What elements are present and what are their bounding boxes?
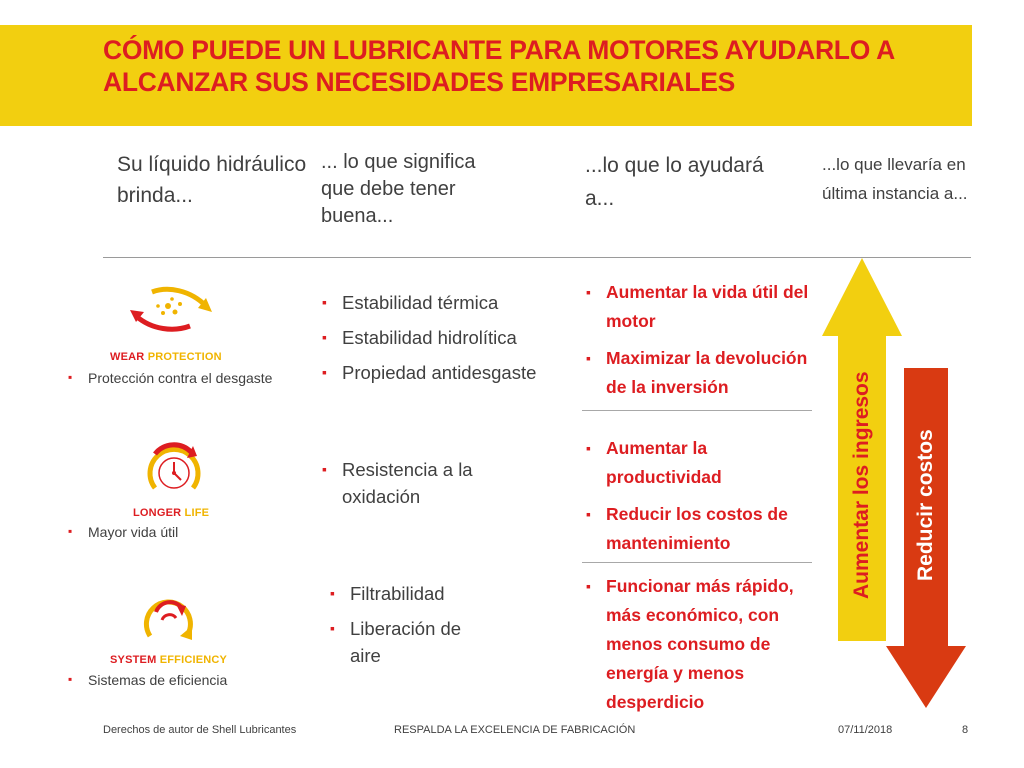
footer-tagline: RESPALDA LA EXCELENCIA DE FABRICACIÓN (394, 724, 636, 736)
slide-title: CÓMO PUEDE UN LUBRICANTE PARA MOTORES AYUDARLO A ALCANZAR SUS NECESIDADES EMPRESARIALES (103, 35, 894, 97)
feature-item-wear: ▪ Protección contra el desgaste (68, 370, 272, 386)
property-item: ▪ Liberación de aire (330, 615, 490, 669)
column-header-2: ... lo que significa que debe tener buena... (321, 151, 476, 227)
properties-list-3 (330, 580, 490, 669)
property-item: ▪ Filtrabilidad (330, 580, 490, 607)
benefit-item: ▪ Aumentar la productividad (586, 434, 796, 492)
property-item: ▪ Estabilidad térmica (322, 289, 572, 316)
benefit-item: ▪ Aumentar la vida útil del motor (586, 278, 826, 336)
increase-revenue-label: Aumentar los ingresos (850, 371, 873, 599)
footer-copyright: Derechos de autor de Shell Lubricantes (103, 724, 297, 736)
properties-list-2 (322, 456, 512, 510)
footer-page-number: 8 (962, 724, 969, 736)
column-header-4: ...lo que llevaría en última instancia a... (822, 155, 968, 203)
properties-list-1 (322, 289, 572, 386)
footer-date: 07/11/2018 (838, 724, 893, 736)
column-header-3: ...lo que lo ayudará a... (585, 154, 764, 210)
benefits-list-2 (586, 434, 796, 558)
longer-life-logo-label: LONGER LIFE (133, 507, 210, 519)
wear-protection-icon (128, 282, 214, 338)
wear-protection-logo-label: WEAR PROTECTION (110, 351, 222, 363)
row-divider-1 (582, 410, 812, 411)
system-efficiency-logo-label: SYSTEM EFFICIENCY (110, 654, 228, 666)
benefits-list-1 (586, 278, 826, 402)
benefit-item: ▪ Maximizar la devolución de la inversión (586, 344, 826, 402)
reduce-costs-label: Reducir costos (914, 429, 937, 581)
property-item: ▪ Estabilidad hidrolítica (322, 324, 572, 351)
property-item: ▪ Propiedad antidesgaste (322, 359, 572, 386)
feature-item-longer-life: ▪ Mayor vida útil (68, 524, 178, 540)
row-divider-2 (582, 562, 812, 563)
column-header-1: Su líquido hidráulico brinda... (117, 153, 307, 207)
benefits-list-3 (586, 572, 804, 717)
property-item: ▪ Resistencia a la oxidación (322, 456, 512, 510)
feature-item-system-efficiency: ▪ Sistemas de eficiencia (68, 672, 227, 688)
system-efficiency-icon (140, 590, 198, 648)
longer-life-icon (143, 440, 205, 502)
benefit-item: ▪ Funcionar más rápido, más económico, con menos consumo de energía y menos desperdicio (586, 572, 804, 717)
benefit-item: ▪ Reducir los costos de mantenimiento (586, 500, 796, 558)
